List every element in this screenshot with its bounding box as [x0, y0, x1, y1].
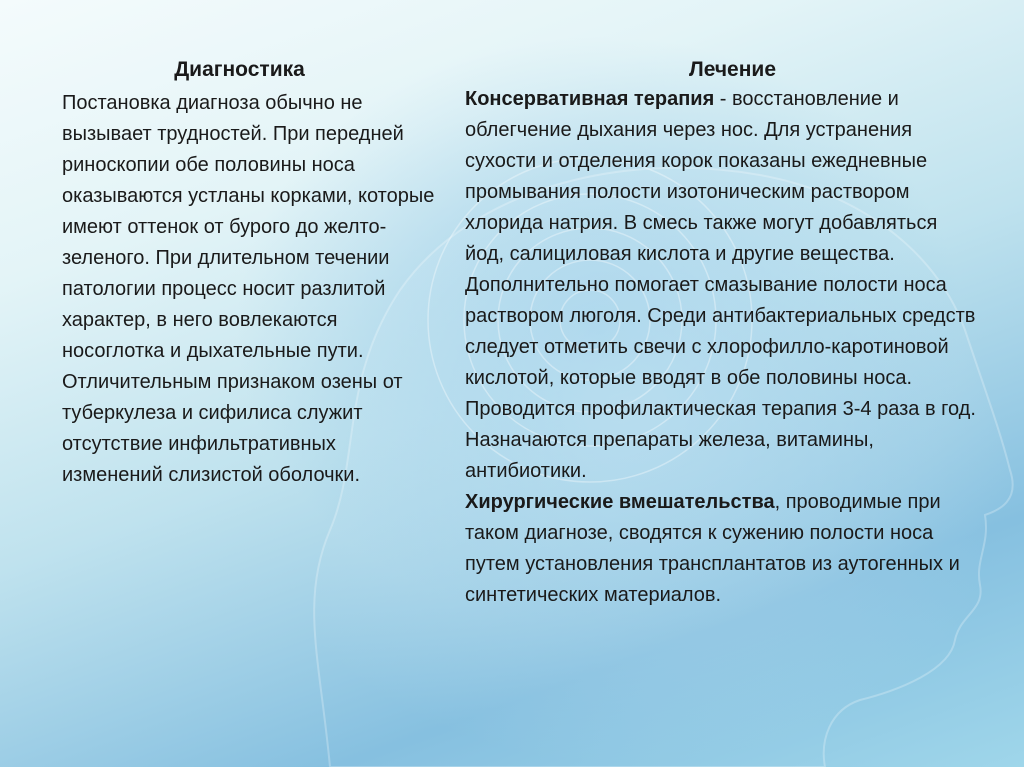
diagnostics-column [62, 54, 437, 491]
conservative-therapy-paragraph [465, 84, 980, 487]
diagnostics-title: Диагностика [174, 58, 305, 81]
surgical-text: , проводимые при таком диагнозе, сводятся к сужению полости носа путем установления трансплантатов из аутогенных и синтетических материалов. [465, 491, 960, 606]
conservative-therapy-heading: Консервативная терапия [465, 88, 715, 110]
conservative-therapy-text: - восстановление и облегчение дыхания через нос. Для устранения сухости и отделения корок показаны ежедневные промывания полости изотоническим раствором хлорида натрия. В смесь также могут добавляться йод, салициловая кислота и другие вещества. Дополнительно помогает смазывание полости носа раствором люголя. Среди антибактериальных средств следует отметить свечи с хлорофилло-каротиновой кислотой, которые вводят в обе половины носа. Проводится профилактическая терапия 3-4 раза в год. Назначаются препараты железа, витамины, антибиотики. [465, 88, 976, 482]
surgical-paragraph [465, 487, 980, 611]
treatment-title: Лечение [688, 58, 777, 81]
treatment-column [465, 54, 980, 611]
surgical-heading: Хирургические вмешательства [465, 491, 775, 513]
diagnostics-text: Постановка диагноза обычно не вызывает трудностей. При передней риноскопии обе половины носа оказываются устланы корками, которые имеют оттенок от бурого до желто-зеленого. При длительном течении патологии процесс носит разлитой характер, в него вовлекаются носоглотка и дыхательные пути. Отличительным признаком озены от туберкулеза и сифилиса служит отсутствие инфильтративных изменений слизистой оболочки. [62, 92, 435, 486]
